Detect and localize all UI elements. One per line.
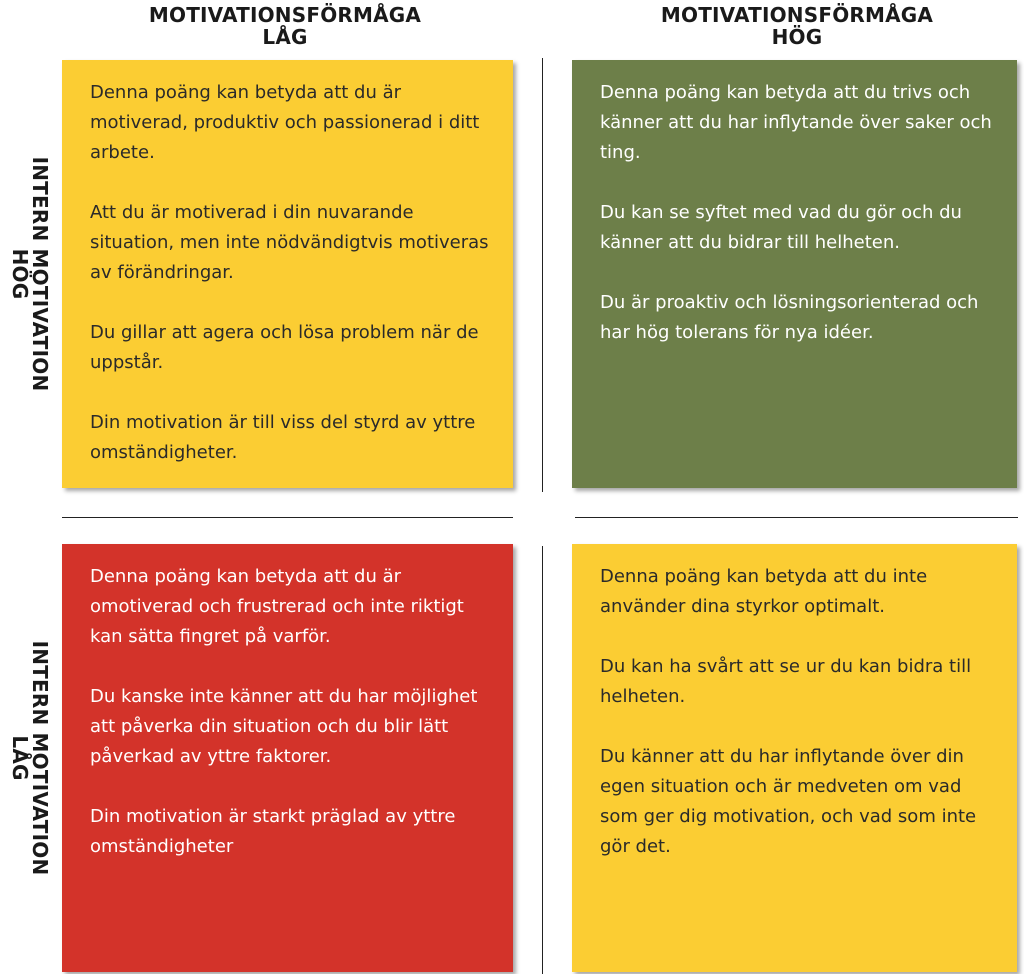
row-header-title: INTERN MOTIVATION — [28, 156, 52, 392]
vertical-divider-bottom — [542, 546, 543, 974]
vertical-divider-top — [542, 58, 543, 492]
quadrant-high-internal-high-ability — [572, 60, 1017, 488]
row-header-low — [0, 578, 50, 938]
quadrant-paragraph: Denna poäng kan betyda att du är motiverad, produktiv och passionerad i ditt arbete. — [90, 82, 480, 163]
column-header-title: MOTIVATIONSFÖRMÅGA — [148, 3, 422, 27]
quadrant-paragraph: Du kan ha svårt att se ur du kan bidra till helheten. — [600, 656, 972, 707]
horizontal-divider-left — [62, 517, 513, 518]
row-header-level: HÖG — [8, 248, 32, 300]
quadrant-paragraph: Denna poäng kan betyda att du trivs och känner att du har inflytande över saker och ting. — [600, 82, 992, 163]
quadrant-paragraph: Du kan se syftet med vad du gör och du känner att du bidrar till helheten. — [600, 202, 962, 253]
quadrant-paragraph: Du gillar att agera och lösa problem när de uppstår. — [90, 322, 479, 373]
column-header-level: HÖG — [771, 25, 823, 49]
quadrant-paragraph: Att du är motiverad i din nuvarande situation, men inte nödvändigtvis motiveras av förändringar. — [90, 202, 489, 283]
column-header-level: LÅG — [262, 25, 308, 49]
row-header-high — [0, 94, 50, 454]
quadrant-paragraph: Du är proaktiv och lösningsorienterad och har hög tolerans för nya idéer. — [600, 292, 979, 343]
quadrant-paragraph: Denna poäng kan betyda att du inte använder dina styrkor optimalt. — [600, 566, 928, 617]
quadrant-paragraph: Denna poäng kan betyda att du är omotiverad och frustrerad och inte riktigt kan sätta fingret på varför. — [90, 566, 464, 647]
column-header-low — [75, 4, 495, 48]
quadrant-high-internal-low-ability — [62, 60, 513, 488]
horizontal-divider-right — [575, 517, 1018, 518]
quadrant-paragraph: Din motivation är starkt präglad av yttre omständigheter — [90, 806, 456, 857]
quadrant-paragraph: Du kanske inte känner att du har möjlighet att påverka din situation och du blir lätt påverkad av yttre faktorer. — [90, 686, 478, 767]
row-header-title: INTERN MOTIVATION — [28, 640, 52, 876]
quadrant-paragraph: Du känner att du har inflytande över din egen situation och är medveten om vad som ger dig motivation, och vad som inte gör det. — [600, 746, 977, 857]
column-header-title: MOTIVATIONSFÖRMÅGA — [660, 3, 934, 27]
quadrant-low-internal-high-ability — [572, 544, 1017, 972]
row-header-level: LÅG — [8, 735, 32, 781]
quadrant-low-internal-low-ability — [62, 544, 513, 972]
quadrant-paragraph: Din motivation är till viss del styrd av yttre omständigheter. — [90, 412, 476, 463]
column-header-high — [587, 4, 1007, 48]
